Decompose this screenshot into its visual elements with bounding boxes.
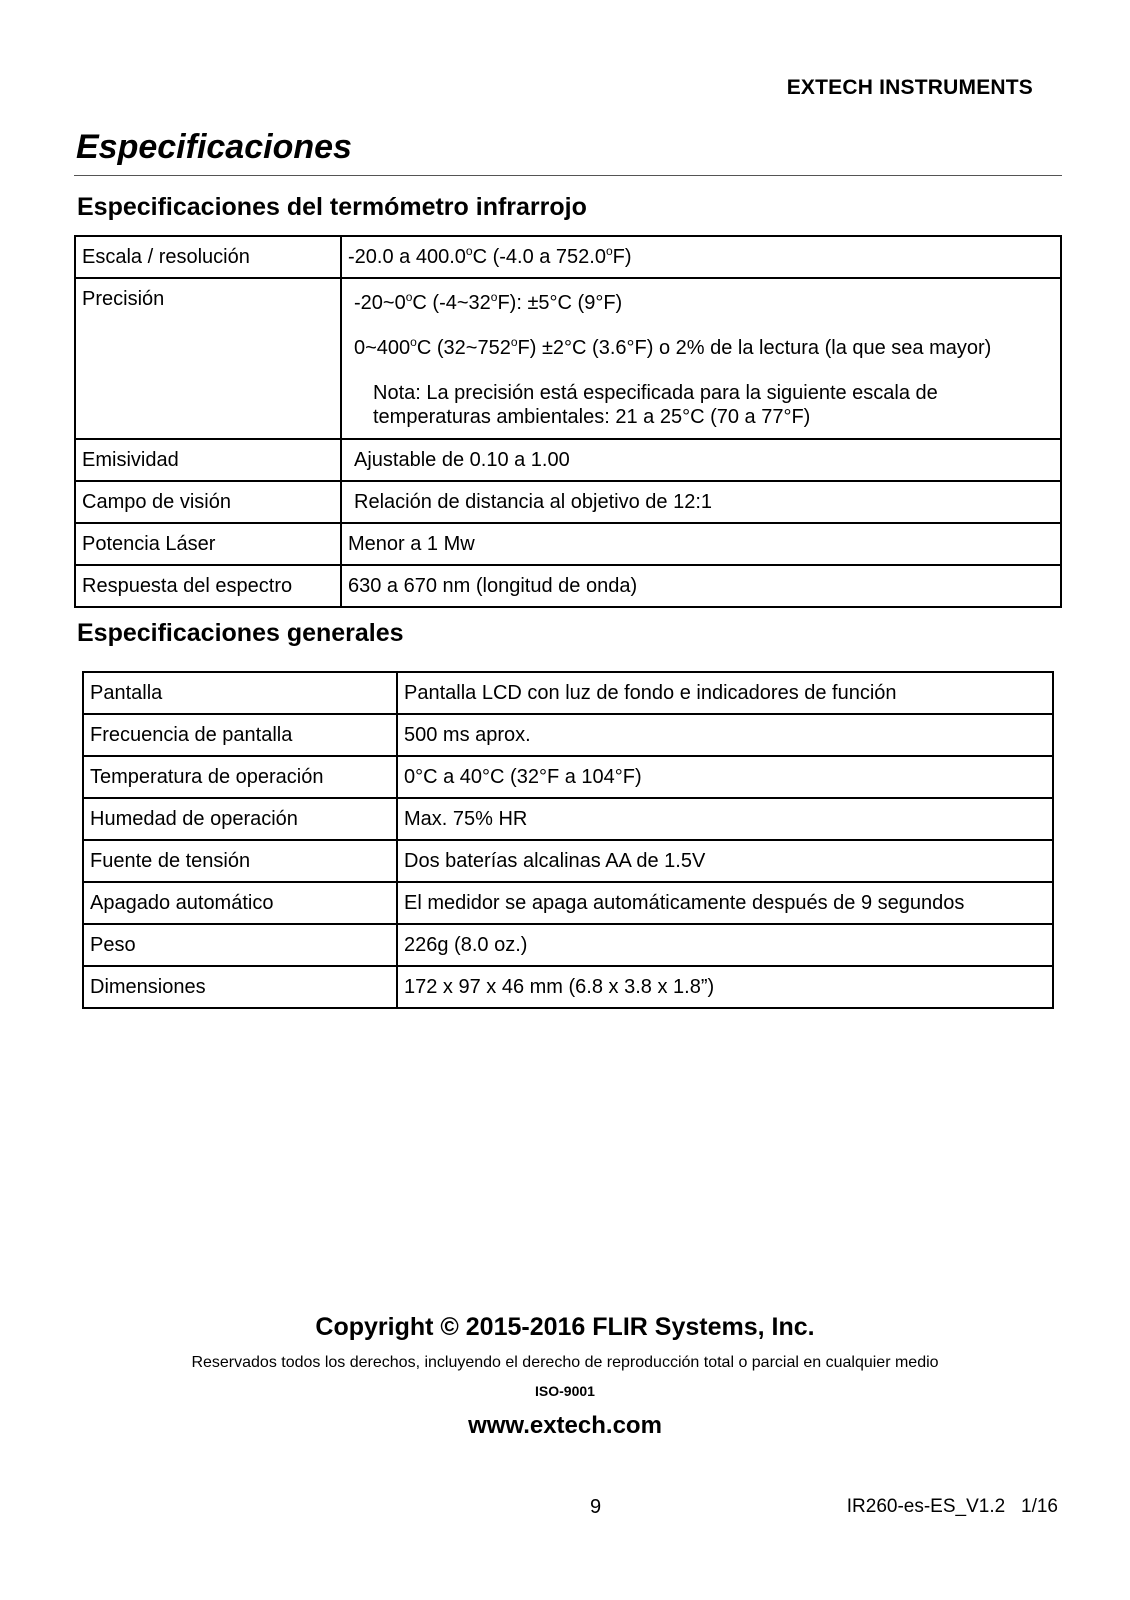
value-text: C (32~752 — [416, 337, 511, 359]
degree-superscript: o — [605, 244, 613, 258]
spec-value: Relación de distancia al objetivo de 12:1 — [341, 481, 1061, 523]
table-row — [75, 439, 1061, 481]
spec-label: Fuente de tensión — [83, 840, 397, 882]
spec-label: Dimensiones — [83, 966, 397, 1008]
ir-section-heading: Especificaciones del termómetro infrarrojo — [77, 193, 587, 221]
spec-label: Potencia Láser — [75, 523, 341, 565]
title-divider — [74, 175, 1062, 176]
spec-value — [341, 236, 1061, 278]
value-text: F) ±2°C (3.6°F) o 2% de la lectura (la que sea mayor) — [517, 337, 992, 359]
spec-value: Dos baterías alcalinas AA de 1.5V — [397, 840, 1053, 882]
degree-superscript: o — [465, 244, 473, 258]
spec-value: Ajustable de 0.10 a 1.00 — [341, 439, 1061, 481]
value-text: -20~0 — [354, 292, 406, 314]
spec-label: Campo de visión — [75, 481, 341, 523]
table-row — [83, 924, 1053, 966]
degree-superscript: o — [510, 335, 518, 349]
degree-superscript: o — [410, 335, 417, 349]
spec-label: Temperatura de operación — [83, 756, 397, 798]
page-number: 9 — [590, 1496, 602, 1518]
value-text: C (-4~32 — [412, 292, 491, 314]
note-line: Nota: La precisión está especificada para la siguiente escala de — [373, 382, 938, 404]
precision-note — [348, 381, 1054, 429]
table-row — [75, 565, 1061, 607]
table-row — [83, 882, 1053, 924]
page-title: Especificaciones — [76, 128, 352, 166]
value-text: 0~400 — [354, 337, 411, 359]
spec-value: 226g (8.0 oz.) — [397, 924, 1053, 966]
table-row — [75, 481, 1061, 523]
general-spec-table — [82, 671, 1054, 1009]
spec-label: Humedad de operación — [83, 798, 397, 840]
degree-superscript: o — [490, 290, 498, 304]
table-row — [75, 236, 1061, 278]
spec-value: 630 a 670 nm (longitud de onda) — [341, 565, 1061, 607]
spec-value: 500 ms aprox. — [397, 714, 1053, 756]
precision-line — [348, 291, 1054, 317]
table-row — [83, 756, 1053, 798]
ir-spec-table — [74, 235, 1062, 608]
note-line: temperaturas ambientales: 21 a 25°C (70 a 77°F) — [373, 406, 811, 428]
value-text: -20.0 a 400.0 — [348, 246, 466, 268]
table-row — [83, 798, 1053, 840]
spec-value: Max. 75% HR — [397, 798, 1053, 840]
value-text: F) — [612, 246, 632, 268]
table-row — [75, 278, 1061, 439]
spec-value: Menor a 1 Mw — [341, 523, 1061, 565]
table-row — [83, 966, 1053, 1008]
spec-label: Pantalla — [83, 672, 397, 714]
document-code: IR260-es-ES_V1.2 1/16 — [846, 1496, 1058, 1517]
spec-label: Precisión — [75, 278, 341, 439]
spec-label: Frecuencia de pantalla — [83, 714, 397, 756]
spec-value: 0°C a 40°C (32°F a 104°F) — [397, 756, 1053, 798]
general-section-heading: Especificaciones generales — [77, 619, 404, 647]
value-text: C (-4.0 a 752.0 — [472, 246, 606, 268]
spec-value: Pantalla LCD con luz de fondo e indicadores de función — [397, 672, 1053, 714]
brand-header: EXTECH INSTRUMENTS — [786, 76, 1033, 99]
spec-value — [341, 278, 1061, 439]
iso-label: ISO-9001 — [535, 1383, 595, 1399]
spec-label: Emisividad — [75, 439, 341, 481]
table-row — [75, 523, 1061, 565]
value-text: F): ±5°C (9°F) — [497, 292, 623, 314]
rights-notice: Reservados todos los derechos, incluyendo el derecho de reproducción total o parcial en cualquier medio — [191, 1354, 939, 1371]
spec-label: Apagado automático — [83, 882, 397, 924]
website-link[interactable]: www.extech.com — [468, 1412, 662, 1439]
spec-value: El medidor se apaga automáticamente después de 9 segundos — [397, 882, 1053, 924]
spec-label: Respuesta del espectro — [75, 565, 341, 607]
spec-value: 172 x 97 x 46 mm (6.8 x 3.8 x 1.8”) — [397, 966, 1053, 1008]
table-row — [83, 672, 1053, 714]
table-row — [83, 714, 1053, 756]
copyright-notice: Copyright © 2015-2016 FLIR Systems, Inc. — [315, 1313, 815, 1341]
spec-label: Peso — [83, 924, 397, 966]
table-row — [83, 840, 1053, 882]
degree-superscript: o — [405, 290, 413, 304]
spec-label: Escala / resolución — [75, 236, 341, 278]
precision-line — [348, 336, 1054, 362]
